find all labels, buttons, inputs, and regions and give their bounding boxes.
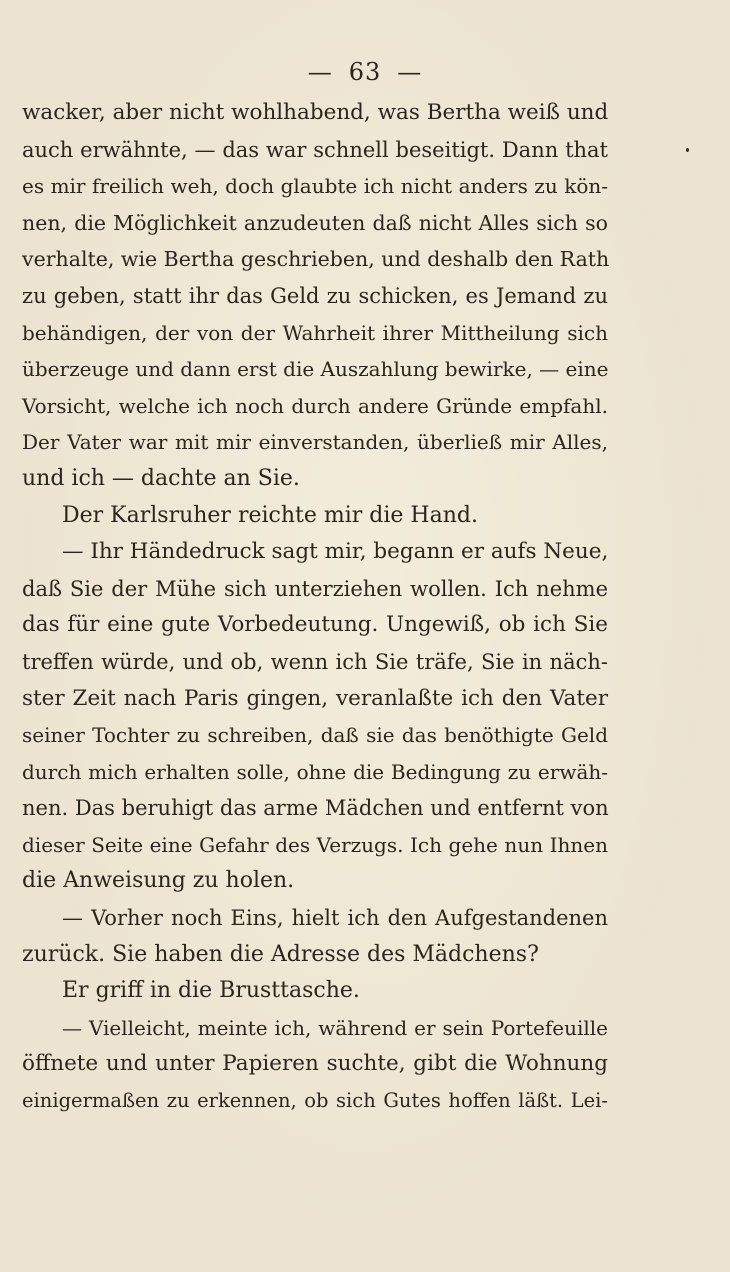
- text-line: seiner Tochter zu schreiben, daß sie das benöthigte Geld: [22, 723, 608, 748]
- text-line: und ich — dachte an Sie.: [22, 465, 300, 491]
- text-line: einigermaßen zu erkennen, ob sich Gutes hoffen läßt. Lei-: [22, 1089, 608, 1113]
- text-line: öffnete und unter Papieren suchte, gibt die Wohnung: [22, 1051, 608, 1077]
- text-line: dieser Seite eine Gefahr des Verzugs. Ich gehe nun Ihnen: [22, 832, 608, 857]
- text-line: — Vielleicht, meinte ich, während er sein Portefeuille: [62, 1015, 608, 1040]
- text-line: nen. Das beruhigt das arme Mädchen und entfernt von: [22, 796, 609, 821]
- text-line: — Vorher noch Eins, hielt ich den Aufgestandenen: [62, 906, 608, 931]
- page-number: 63: [348, 58, 382, 86]
- text-line: nen, die Möglichkeit anzudeuten daß nicht Alles sich so: [22, 210, 608, 235]
- header-dash-right: —: [397, 58, 423, 86]
- text-line: es mir freilich weh, doch glaubte ich nicht anders zu kön-: [22, 174, 608, 199]
- text-line: auch erwähnte, — das war schnell beseitigt. Dann that: [22, 137, 608, 162]
- body-text: [22, 95, 608, 1120]
- text-line: die Anweisung zu holen.: [22, 868, 295, 894]
- text-line: überzeuge und dann erst die Auszahlung bewirke, — eine: [22, 357, 609, 382]
- text-line: treffen würde, und ob, wenn ich Sie träfe, Sie in näch-: [22, 649, 608, 674]
- text-line: ster Zeit nach Paris gingen, veranlaßte ich den Vater: [22, 685, 608, 711]
- text-line: Er griff in die Brusttasche.: [62, 978, 360, 1004]
- text-line: daß Sie der Mühe sich unterziehen wollen. Ich nehme: [22, 576, 608, 601]
- ink-speck: [686, 148, 689, 152]
- text-line: zurück. Sie haben die Adresse des Mädchens?: [22, 941, 539, 967]
- text-line: zu geben, statt ihr das Geld zu schicken, es Jemand zu: [22, 283, 608, 308]
- text-line: durch mich erhalten solle, ohne die Bedingung zu erwäh-: [22, 759, 608, 784]
- text-line: verhalte, wie Bertha geschrieben, und deshalb den Rath: [22, 247, 610, 272]
- header-dash-left: —: [307, 58, 333, 86]
- text-line: Der Vater war mit mir einverstanden, überließ mir Alles,: [22, 430, 608, 455]
- page-header: [0, 52, 730, 92]
- text-line: behändigen, der von der Wahrheit ihrer Mittheilung sich: [22, 320, 608, 345]
- text-line: Der Karlsruher reichte mir die Hand.: [62, 502, 478, 528]
- text-line: das für eine gute Vorbedeutung. Ungewiß, ob ich Sie: [22, 612, 608, 638]
- text-line: wacker, aber nicht wohlhabend, was Bertha weiß und: [22, 100, 609, 125]
- text-line: Vorsicht, welche ich noch durch andere Gründe empfahl.: [22, 393, 608, 418]
- text-line: — Ihr Händedruck sagt mir, begann er aufs Neue,: [62, 539, 609, 565]
